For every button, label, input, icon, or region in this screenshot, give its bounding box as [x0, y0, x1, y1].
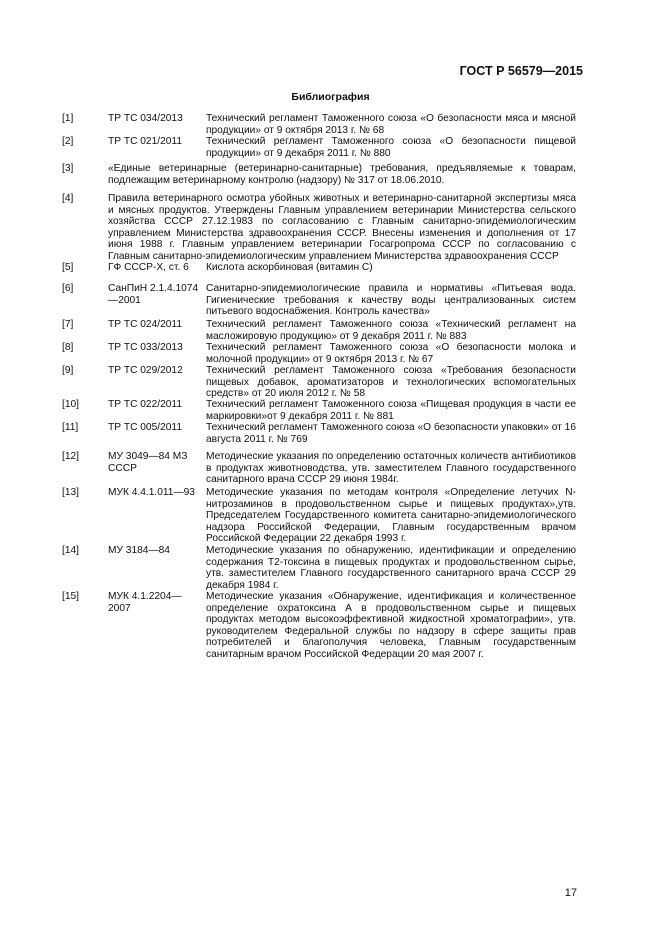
entry-number: [13]	[62, 487, 79, 498]
entry-code: МУК 4.1.2204—2007	[108, 591, 182, 614]
entry-text: Технический регламент Таможенного союза «О безопасности молока и молочной продукции» от 9 октября 2013 г. № 67	[206, 342, 576, 365]
entry-code: ТР ТС 024/2011	[108, 319, 182, 330]
entry-text: Методические указания по методам контроля «Определение летучих N-нитрозаминов в продовольственном сырье и пищевых продуктах»,утв. Председателем Государственного комитета санитарно-эпидемиологического надзора Российской Федерации, Главным государственным врачом Российской Федерации 22 декабря 1993 г.	[206, 487, 576, 545]
entry-text: Технический регламент Таможенного союза «О безопасности мяса и мясной продукции» от 9 октября 2013 г. № 68	[206, 113, 576, 136]
entry-code: ГФ СССР-X, ст. 6	[108, 262, 189, 273]
entry-number: [10]	[62, 399, 79, 410]
entry-code: ТР ТС 033/2013	[108, 342, 183, 353]
entry-text: Технический регламент Таможенного союза «О безопасности упаковки» от 16 августа 2011 г. № 769	[206, 422, 577, 445]
entry-number: [14]	[62, 545, 79, 556]
entry-number: [5]	[62, 262, 74, 273]
entry-number: [8]	[62, 342, 74, 353]
entry-number: [3]	[62, 163, 74, 174]
entry-number: [7]	[62, 319, 74, 330]
entry-number: [4]	[62, 193, 74, 204]
entry-number: [2]	[62, 136, 74, 147]
entry-code: ТР ТС 022/2011	[108, 399, 182, 410]
entry-text: Технический регламент Таможенного союза «О безопасности пищевой продукции» от 9 декабря 2011 г. № 880	[206, 136, 576, 159]
page-number: 17	[564, 887, 577, 899]
entry-number: [1]	[62, 113, 74, 124]
entry-code: ТР ТС 005/2011	[108, 422, 182, 433]
entry-number: [15]	[62, 591, 79, 602]
entry-code: ТР ТС 029/2012	[108, 365, 183, 376]
entry-code: МУК 4.4.1.011—93	[108, 487, 195, 498]
entry-code: МУ 3049—84 МЗ СССР	[108, 451, 188, 474]
entry-number: [12]	[62, 451, 79, 462]
entry-code: СанПиН 2.1.4.1074—2001	[108, 283, 199, 306]
entry-code: МУ 3184—84	[108, 545, 170, 556]
standard-designation: ГОСТ Р 56579—2015	[459, 64, 583, 78]
entry-code: ТР ТС 021/2011	[108, 136, 182, 147]
entry-number: [6]	[62, 283, 74, 294]
entry-text: Правила ветеринарного осмотра убойных животных и ветеринарно-санитарной экспертизы мяса и мясных продуктов. Утверждены Главным управлением ветеринарии Министерства сельского хозяйства СССР 27.12.1983 по согласованию с Главным санитарно-эпидемиологическим управлением Министерства здравоохранения СССР. Внесены изменения и дополнения от 17 июня 1988 г. Главным управлением ветеринарии Госагропрома СССР по согласованию с Главным санитарно-эпидемиологическим управлением Министерства здравоохранения СССР	[108, 193, 576, 262]
entry-text: Технический регламент Таможенного союза «Технический регламент на масложировую продукцию» от 9 декабря 2011 г. № 883	[206, 319, 576, 342]
entry-text: Технический регламент Таможенного союза «Требования безопасности пищевых добавок, ароматизаторов и технологических вспомогательных средств» от 20 июля 2012 г. № 58	[206, 365, 576, 400]
entry-code: ТР ТС 034/2013	[108, 113, 183, 124]
entry-number: [9]	[62, 365, 74, 376]
entry-text: «Единые ветеринарные (ветеринарно-санитарные) требования, предъявляемые к товарам, подлежащим ветеринарному контролю (надзору) № 317 от 18.06.2010.	[108, 163, 576, 186]
entry-text: Кислота аскорбиновая (витамин С)	[206, 262, 373, 273]
entry-text: Методические указания по определению остаточных количеств антибиотиков в продуктах животноводства, утв. заместителем Главного государственного санитарного врача СССР 29 июня 1984г.	[206, 451, 576, 486]
entry-text: Методические указания «Обнаружение, идентификация и количественное определение охратоксина А в продовольственном сырье и пищевых продуктах методом высокоэффективной жидкостной хроматографии», утв. руководителем Федеральной службы по надзору в сфере защиты прав потребителей и благополучия человека, Главным государственным санитарным врачом Российской Федерации 20 мая 2007 г.	[206, 591, 576, 660]
entry-text: Технический регламент Таможенного союза «Пищевая продукция в части ее маркировки»от 9 декабря 2011 г. № 881	[206, 399, 576, 422]
bibliography-title: Библиография	[291, 91, 370, 103]
entry-text: Методические указания по обнаружению, идентификации и определению содержания Т2-токсина в пищевых продуктах и продовольственном сырье, утв. заместителем Главного государственного санитарного врача СССР 29 декабря 1984 г.	[206, 545, 576, 591]
entry-number: [11]	[62, 422, 79, 433]
entry-text: Санитарно-эпидемиологические правила и нормативы «Питьевая вода. Гигиенические требования к качеству воды централизованных систем питьевого водоснабжения. Контроль качества»	[206, 283, 576, 318]
